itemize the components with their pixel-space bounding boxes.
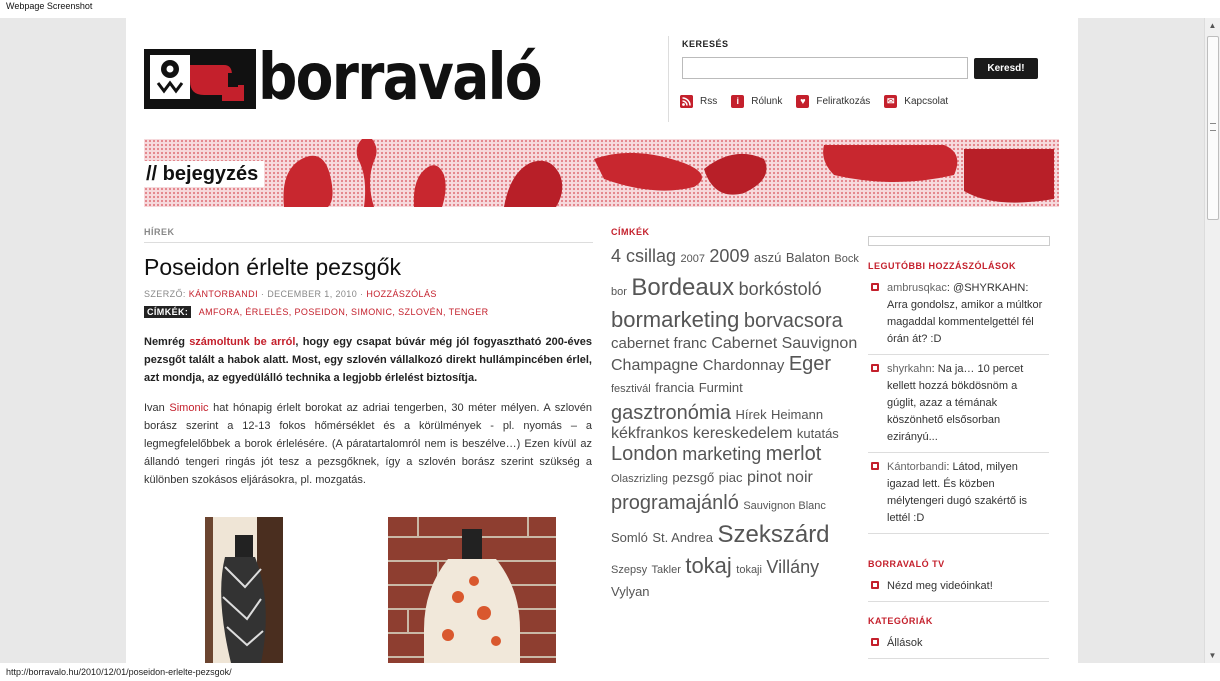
contact-label: Kapcsolat <box>904 96 949 107</box>
post-photo-crate <box>205 517 283 663</box>
post-lead <box>144 333 592 387</box>
post-meta <box>144 289 437 299</box>
comment-author[interactable]: ambrusqkac <box>887 282 947 294</box>
tag-link[interactable]: francia <box>655 380 695 395</box>
tag-link[interactable]: cabernet franc <box>611 335 707 352</box>
tag-link[interactable]: aszú <box>753 250 782 265</box>
comment-text: : @SHYRKAHN: Arra gondolsz, amikor a múltkor magaddal kommentelgettél fél órán át? :D <box>887 282 1043 345</box>
header-links <box>680 95 948 108</box>
tag-link[interactable]: Bordeaux <box>631 274 735 301</box>
search-label: KERESÉS <box>682 39 729 49</box>
tag-link[interactable]: Hírek <box>735 407 767 422</box>
tag-link[interactable]: Champagne <box>611 357 699 374</box>
tag-link[interactable]: gasztronómia <box>611 402 732 424</box>
banner-title: // bejegyzés <box>144 161 264 187</box>
tag-link[interactable]: pinot noir <box>747 469 813 486</box>
tag-link[interactable]: tokaji <box>736 564 762 576</box>
category-bullet-icon <box>871 638 879 646</box>
tag-link[interactable]: London <box>611 443 678 465</box>
contact-link[interactable] <box>884 95 948 108</box>
tv-item[interactable] <box>868 572 1049 602</box>
meta-separator: · <box>360 289 364 299</box>
comment-author[interactable]: Kántorbandi <box>887 461 947 473</box>
category-item[interactable] <box>868 629 1049 659</box>
lead-link[interactable]: számoltunk be arról <box>189 336 296 348</box>
tag-link[interactable]: St. Andrea <box>652 530 714 545</box>
comment-item[interactable] <box>868 274 1049 355</box>
tag-link[interactable]: 2009 <box>709 246 750 266</box>
comment-text: : Na ja… 10 percet kellett hozzá bökdösnöm a gúglit, azaz a témának köszönhető elsősorban ezirányú... <box>887 363 1024 443</box>
tag-link[interactable]: programajánló <box>611 492 739 514</box>
tag-link[interactable]: 2007 <box>680 253 705 265</box>
comment-bullet-icon <box>871 364 879 372</box>
mail-icon: ✉ <box>884 95 897 108</box>
post-category[interactable]: HÍREK <box>144 227 175 237</box>
comment-bullet-icon <box>871 283 879 291</box>
scroll-down-arrow-icon[interactable]: ▼ <box>1208 651 1217 660</box>
status-bar <box>0 663 1220 681</box>
body-link[interactable]: Simonic <box>169 402 209 414</box>
window-caption: Webpage Screenshot <box>6 1 93 11</box>
search-input[interactable] <box>682 57 968 79</box>
rss-link[interactable] <box>680 95 717 108</box>
info-icon: i <box>731 95 744 108</box>
body-text: Ivan <box>144 402 170 414</box>
category-divider <box>144 242 593 243</box>
tag-link[interactable]: bormarketing <box>611 307 740 332</box>
tag-link[interactable]: borkóstoló <box>738 279 822 299</box>
subscribe-label: Feliratkozás <box>816 96 871 107</box>
banner-image <box>144 139 1059 207</box>
scroll-thumb[interactable] <box>1207 36 1219 220</box>
author-prefix: SZERZŐ: <box>144 289 186 299</box>
tag-link[interactable]: Furmint <box>698 380 743 395</box>
tag-link[interactable]: Olaszrizling <box>611 473 668 485</box>
tag-link[interactable]: Bock <box>834 253 859 265</box>
tag-link[interactable]: Chardonnay <box>702 357 785 374</box>
tag-link[interactable]: Takler <box>651 564 681 576</box>
comment-author[interactable]: shyrkahn <box>887 363 932 375</box>
tags-badge: CÍMKÉK: <box>144 306 191 318</box>
tags-links[interactable]: AMFORA, ÉRLELÉS, POSEIDON, SIMONIC, SZLOVÉN, TENGER <box>198 307 489 317</box>
tag-link[interactable]: fesztivál <box>611 383 651 395</box>
recent-comments-list <box>868 274 1049 534</box>
tag-link[interactable]: pezsgő <box>672 470 715 485</box>
lead-text: , hogy egy csapat búvár még jól fogyasztható 200-éves pezsgőt talált a habok alatt. Most, egy szlovén vállalkozó direkt hullámpincében érlel, azt mondja, az egyedülálló technika a legjobb érlelést biztosítja. <box>144 336 592 384</box>
post-body <box>144 399 592 489</box>
tag-link[interactable]: kereskedelem <box>692 425 793 442</box>
page-content <box>126 18 1078 663</box>
tv-bullet-icon <box>871 581 879 589</box>
lead-text: Nemrég <box>144 336 190 348</box>
header-divider <box>668 36 669 122</box>
tag-link[interactable]: Balaton <box>785 250 830 265</box>
tag-link[interactable]: Sauvignon Blanc <box>743 500 826 512</box>
categories-header: KATEGÓRIÁK <box>868 616 933 626</box>
tag-link[interactable]: Somló <box>611 530 648 545</box>
logo-wordmark: borravaló <box>258 41 541 115</box>
comment-link[interactable]: HOZZÁSZÓLÁS <box>366 289 437 299</box>
tag-link[interactable]: Vylyan <box>611 584 650 599</box>
author-link[interactable]: KÁNTORBANDI <box>188 289 258 299</box>
about-label: Rólunk <box>751 96 783 107</box>
subscribe-link[interactable] <box>796 95 870 108</box>
tag-link[interactable]: piac <box>718 470 743 485</box>
tag-link[interactable]: Eger <box>788 353 832 375</box>
borravalo-tv-list <box>868 572 1049 602</box>
tag-link[interactable]: kutatás <box>796 426 839 441</box>
about-link[interactable] <box>731 95 782 108</box>
tag-link[interactable]: Cabernet Sauvignon <box>711 335 858 352</box>
tag-cloud <box>611 246 861 601</box>
post-date: DECEMBER 1, 2010 <box>267 289 358 299</box>
comment-bullet-icon <box>871 462 879 470</box>
rss-icon <box>680 95 693 108</box>
tag-link[interactable]: Villány <box>766 557 820 577</box>
sidebar-empty-box <box>868 236 1050 246</box>
tag-link[interactable]: Szepsy <box>611 564 648 576</box>
comment-item[interactable] <box>868 355 1049 453</box>
search-button[interactable]: Keresd! <box>974 58 1038 79</box>
tag-link[interactable]: borvacsora <box>743 310 843 332</box>
categories-list <box>868 629 1049 659</box>
mascot-icon <box>144 43 258 115</box>
post-title[interactable]: Poseidon érlelte pezsgők <box>144 254 401 280</box>
tag-link[interactable]: tokaj <box>685 553 732 578</box>
banner <box>144 139 1059 207</box>
thumb-grip-icon <box>1210 123 1216 131</box>
post-photo-amphora <box>388 517 556 663</box>
heart-icon: ♥ <box>796 95 809 108</box>
tag-link[interactable]: bor <box>611 286 627 298</box>
site-logo[interactable] <box>144 41 541 115</box>
tag-link[interactable]: kékfrankos <box>611 425 689 442</box>
category-label[interactable]: Állások <box>887 637 923 649</box>
body-text: hat hónapig érlelt borokat az adriai tengerben, 30 méter mélyen. A szlovén borász szerint a 12-13 fokos hőmérséklet és a körülmények - pl. nyomás – a legmegfelelőbbek a borok érlelésére. (A páratartalomról nem is beszélve…) Ezen kívül az állandó tengeri ringás jót tesz a pezsgőknek, így a szlovén borász szerint szükség a különben szokásos eljárásokra, pl. mozgatás. <box>144 402 592 486</box>
tag-link[interactable]: Heimann <box>771 407 824 422</box>
browser-viewport <box>0 18 1204 663</box>
tag-link[interactable]: 4 csillag <box>611 246 677 266</box>
post-tags <box>144 307 489 317</box>
comment-text: : Látod, milyen igazad lett. És közben mélytengeri dugó szakértő is lettél :D <box>887 461 1028 524</box>
tag-link[interactable]: merlot <box>765 443 822 465</box>
comment-item[interactable] <box>868 453 1049 534</box>
vertical-scrollbar[interactable] <box>1204 18 1220 663</box>
meta-separator: · <box>260 289 265 299</box>
rss-label: Rss <box>700 96 718 107</box>
tv-item-label[interactable]: Nézd meg videóinkat! <box>887 580 993 592</box>
status-url: http://borravalo.hu/2010/12/01/poseidon-erlelte-pezsgok/ <box>6 667 232 677</box>
borravalo-tv-header: BORRAVALÓ TV <box>868 559 945 569</box>
recent-comments-header: LEGUTÓBBI HOZZÁSZÓLÁSOK <box>868 261 1016 271</box>
tag-cloud-header: CÍMKÉK <box>611 227 650 237</box>
tag-link[interactable]: marketing <box>682 444 762 464</box>
scroll-up-arrow-icon[interactable]: ▲ <box>1208 21 1217 30</box>
tag-link[interactable]: Szekszárd <box>717 521 830 548</box>
